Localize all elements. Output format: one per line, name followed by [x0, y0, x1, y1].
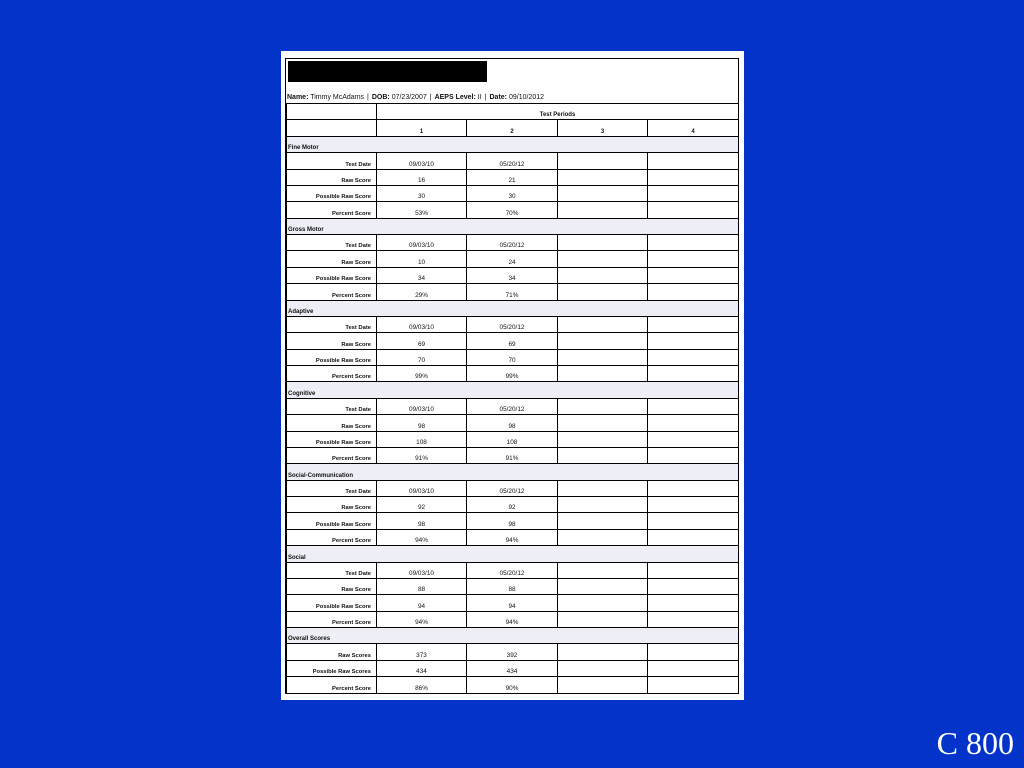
section-title: Cognitive	[287, 382, 739, 398]
score-cell	[648, 644, 739, 660]
score-cell: 98	[467, 513, 558, 529]
row-label: Possible Raw Score	[287, 513, 377, 529]
row-label: Percent Score	[287, 202, 377, 218]
table-row	[287, 349, 739, 365]
score-cell: 91%	[377, 447, 467, 463]
score-cell	[558, 660, 648, 676]
score-cell	[648, 660, 739, 676]
row-label: Test Date	[287, 562, 377, 578]
score-cell	[558, 398, 648, 414]
score-cell	[558, 513, 648, 529]
score-cell	[648, 562, 739, 578]
score-cell: 108	[467, 431, 558, 447]
section-title: Overall Scores	[287, 628, 739, 644]
score-cell	[648, 169, 739, 185]
row-label: Raw Score	[287, 578, 377, 594]
score-cell	[648, 513, 739, 529]
score-cell: 34	[377, 267, 467, 283]
table-row	[287, 366, 739, 382]
score-cell: 05/20/12	[467, 398, 558, 414]
table-row	[287, 169, 739, 185]
table-row	[287, 415, 739, 431]
table-row	[287, 513, 739, 529]
row-label: Possible Raw Score	[287, 431, 377, 447]
table-row	[287, 677, 739, 693]
score-cell	[648, 284, 739, 300]
period-number-row	[287, 120, 739, 136]
score-cell	[558, 202, 648, 218]
section-title: Gross Motor	[287, 218, 739, 234]
scores-table	[286, 103, 739, 694]
table-row	[287, 595, 739, 611]
score-sheet-document	[281, 51, 744, 700]
table-row	[287, 644, 739, 660]
score-cell	[648, 251, 739, 267]
table-row	[287, 480, 739, 496]
row-label: Possible Raw Score	[287, 267, 377, 283]
score-cell	[648, 595, 739, 611]
table-row	[287, 267, 739, 283]
score-cell: 99%	[467, 366, 558, 382]
score-cell	[648, 447, 739, 463]
table-row	[287, 235, 739, 251]
table-row	[287, 316, 739, 332]
row-label: Raw Score	[287, 251, 377, 267]
score-cell	[648, 153, 739, 169]
row-label: Percent Score	[287, 366, 377, 382]
section-row	[287, 136, 739, 152]
table-row	[287, 447, 739, 463]
score-cell: 98	[377, 415, 467, 431]
period-number-cell: 1	[377, 120, 467, 136]
score-cell: 09/03/10	[377, 398, 467, 414]
score-cell: 70%	[467, 202, 558, 218]
score-cell: 09/03/10	[377, 562, 467, 578]
aeps-level-value: II	[477, 94, 482, 101]
score-cell	[648, 202, 739, 218]
score-cell: 09/03/10	[377, 316, 467, 332]
row-label: Raw Scores	[287, 644, 377, 660]
score-cell: 05/20/12	[467, 562, 558, 578]
row-label: Raw Score	[287, 169, 377, 185]
score-cell: 94%	[467, 529, 558, 545]
section-row	[287, 218, 739, 234]
table-row	[287, 529, 739, 545]
score-cell: 10	[377, 251, 467, 267]
redaction-bar	[288, 61, 487, 82]
score-cell	[648, 333, 739, 349]
score-cell: 09/03/10	[377, 235, 467, 251]
score-cell: 90%	[467, 677, 558, 693]
score-cell	[648, 431, 739, 447]
score-cell	[648, 480, 739, 496]
score-cell: 05/20/12	[467, 316, 558, 332]
table-row	[287, 284, 739, 300]
table-row	[287, 251, 739, 267]
score-cell	[648, 235, 739, 251]
score-cell	[648, 185, 739, 201]
student-info-line	[287, 94, 544, 101]
table-row	[287, 153, 739, 169]
score-cell	[648, 316, 739, 332]
score-cell: 392	[467, 644, 558, 660]
row-label: Percent Score	[287, 447, 377, 463]
score-cell	[558, 611, 648, 627]
date-value: 09/10/2012	[508, 94, 545, 101]
score-cell: 24	[467, 251, 558, 267]
score-cell: 30	[467, 185, 558, 201]
row-label: Possible Raw Score	[287, 595, 377, 611]
score-cell: 98	[467, 415, 558, 431]
score-cell: 69	[377, 333, 467, 349]
score-cell	[558, 497, 648, 513]
score-cell: 94%	[377, 529, 467, 545]
score-cell: 86%	[377, 677, 467, 693]
score-cell: 34	[467, 267, 558, 283]
section-title: Social-Communication	[287, 464, 739, 480]
dob-label: DOB:	[371, 94, 390, 101]
score-cell: 29%	[377, 284, 467, 300]
score-cell: 434	[377, 660, 467, 676]
row-label: Possible Raw Score	[287, 349, 377, 365]
row-label: Raw Score	[287, 497, 377, 513]
header-corner-cell	[287, 104, 377, 120]
score-cell: 69	[467, 333, 558, 349]
separator: |	[367, 94, 369, 101]
score-cell	[558, 366, 648, 382]
score-cell: 94%	[467, 611, 558, 627]
score-cell: 92	[377, 497, 467, 513]
table-row	[287, 431, 739, 447]
score-cell: 94	[467, 595, 558, 611]
table-row	[287, 185, 739, 201]
dob-value: 07/23/2007	[391, 94, 427, 101]
score-cell: 373	[377, 644, 467, 660]
score-cell	[558, 578, 648, 594]
score-cell	[558, 415, 648, 431]
score-cell	[558, 333, 648, 349]
aeps-level-label: AEPS Level:	[434, 94, 476, 101]
score-cell	[648, 398, 739, 414]
row-label: Raw Score	[287, 415, 377, 431]
score-cell: 71%	[467, 284, 558, 300]
score-cell: 91%	[467, 447, 558, 463]
date-label: Date:	[489, 94, 508, 101]
row-label: Percent Score	[287, 529, 377, 545]
section-title: Fine Motor	[287, 136, 739, 152]
score-cell	[558, 595, 648, 611]
score-cell: 16	[377, 169, 467, 185]
row-label: Test Date	[287, 153, 377, 169]
row-label: Percent Score	[287, 677, 377, 693]
score-cell	[558, 316, 648, 332]
score-cell	[558, 480, 648, 496]
row-label: Test Date	[287, 480, 377, 496]
score-cell	[648, 497, 739, 513]
header-corner-cell	[287, 120, 377, 136]
score-cell: 88	[467, 578, 558, 594]
score-cell: 92	[467, 497, 558, 513]
score-cell: 70	[467, 349, 558, 365]
score-cell	[558, 267, 648, 283]
score-cell: 53%	[377, 202, 467, 218]
score-cell: 434	[467, 660, 558, 676]
score-cell	[648, 349, 739, 365]
score-cell	[558, 349, 648, 365]
score-cell: 21	[467, 169, 558, 185]
score-cell	[558, 431, 648, 447]
table-row	[287, 611, 739, 627]
table-header-row	[287, 104, 739, 120]
separator: |	[429, 94, 432, 101]
score-cell	[558, 562, 648, 578]
score-cell	[558, 169, 648, 185]
score-cell	[648, 677, 739, 693]
row-label: Test Date	[287, 235, 377, 251]
table-row	[287, 497, 739, 513]
score-cell: 94%	[377, 611, 467, 627]
period-number-cell: 4	[648, 120, 739, 136]
score-cell: 09/03/10	[377, 480, 467, 496]
table-row	[287, 660, 739, 676]
period-number-cell: 3	[558, 120, 648, 136]
table-row	[287, 202, 739, 218]
row-label: Percent Score	[287, 284, 377, 300]
section-row	[287, 628, 739, 644]
score-cell: 05/20/12	[467, 235, 558, 251]
row-label: Test Date	[287, 316, 377, 332]
score-cell: 88	[377, 578, 467, 594]
score-cell	[558, 153, 648, 169]
section-row	[287, 546, 739, 562]
table-row	[287, 578, 739, 594]
score-cell: 05/20/12	[467, 480, 558, 496]
score-cell: 30	[377, 185, 467, 201]
score-cell	[558, 529, 648, 545]
score-cell: 70	[377, 349, 467, 365]
score-cell	[558, 251, 648, 267]
test-periods-header: Test Periods	[377, 104, 739, 120]
section-row	[287, 464, 739, 480]
score-cell	[648, 529, 739, 545]
slide-label: C 800	[936, 725, 1014, 761]
section-row	[287, 300, 739, 316]
score-cell	[558, 644, 648, 660]
score-cell	[648, 611, 739, 627]
score-cell	[648, 578, 739, 594]
section-title: Social	[287, 546, 739, 562]
score-sheet-frame	[285, 58, 739, 694]
score-cell	[558, 284, 648, 300]
period-number-cell: 2	[467, 120, 558, 136]
score-cell	[558, 447, 648, 463]
score-cell: 99%	[377, 366, 467, 382]
table-row	[287, 333, 739, 349]
row-label: Percent Score	[287, 611, 377, 627]
score-cell	[558, 677, 648, 693]
table-row	[287, 562, 739, 578]
table-row	[287, 398, 739, 414]
row-label: Raw Score	[287, 333, 377, 349]
section-title: Adaptive	[287, 300, 739, 316]
score-cell: 98	[377, 513, 467, 529]
score-cell	[558, 235, 648, 251]
score-cell	[558, 185, 648, 201]
name-label: Name:	[287, 94, 309, 101]
score-cell: 94	[377, 595, 467, 611]
score-cell	[648, 415, 739, 431]
section-row	[287, 382, 739, 398]
score-cell: 09/03/10	[377, 153, 467, 169]
score-cell: 108	[377, 431, 467, 447]
row-label: Possible Raw Score	[287, 185, 377, 201]
score-cell	[648, 366, 739, 382]
row-label: Possible Raw Scores	[287, 660, 377, 676]
score-cell: 05/20/12	[467, 153, 558, 169]
name-value: Timmy McAdams	[310, 94, 365, 101]
separator: |	[484, 94, 487, 101]
row-label: Test Date	[287, 398, 377, 414]
score-cell	[648, 267, 739, 283]
